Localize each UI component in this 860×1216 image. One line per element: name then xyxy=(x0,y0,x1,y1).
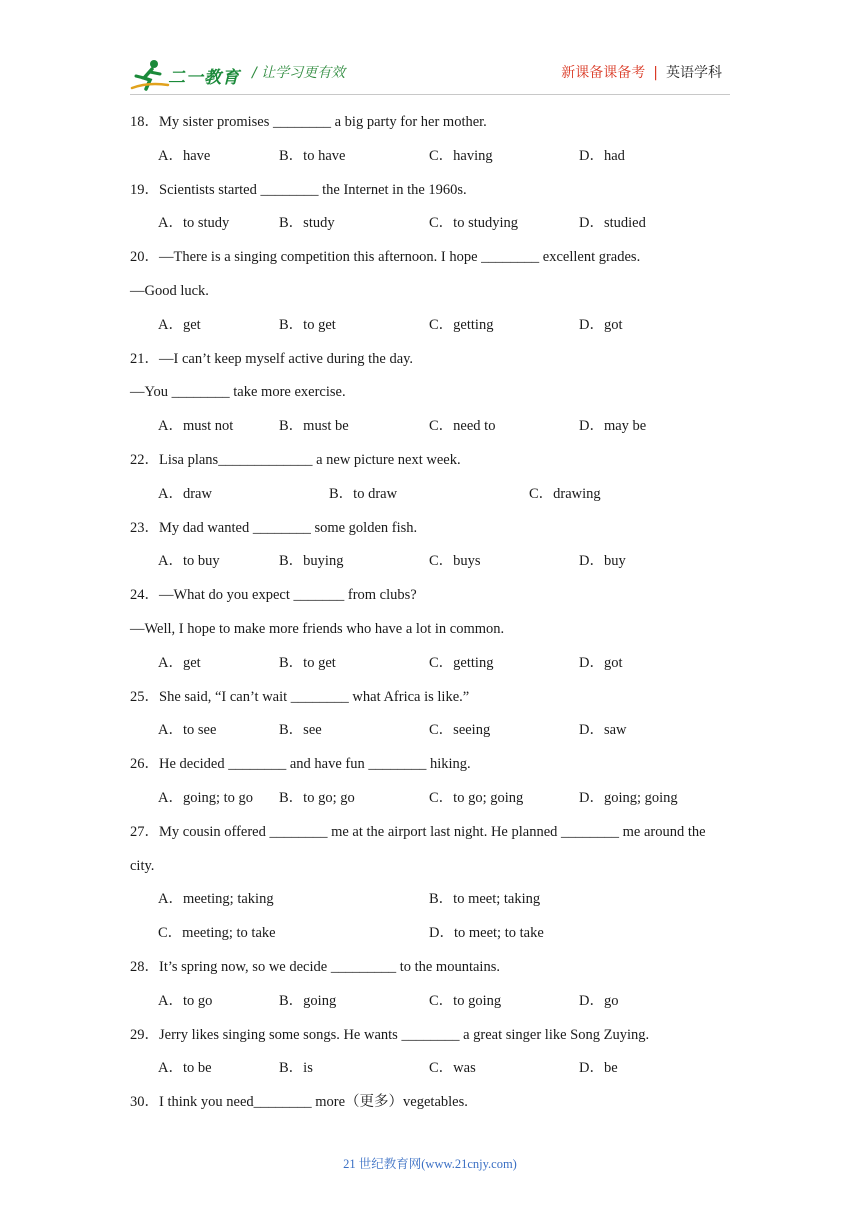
question-stem-continued: city. xyxy=(130,857,155,874)
answer-option: C．having xyxy=(429,147,493,164)
answer-options-row xyxy=(130,481,735,515)
question-item xyxy=(130,1022,735,1090)
answer-option: A．draw xyxy=(158,485,212,502)
answer-option: A．to study xyxy=(158,215,230,232)
answer-option: C．drawing xyxy=(529,485,601,502)
logo-text: 二一教育 xyxy=(168,68,240,88)
answer-option: C．to studying xyxy=(429,215,519,232)
page-header xyxy=(130,54,730,94)
header-subject-label: 英语学科 xyxy=(666,65,722,81)
slogan: / 让学习更有效 xyxy=(252,65,346,81)
answer-option: A．have xyxy=(158,147,211,164)
question-item xyxy=(130,954,735,1022)
answer-option: C．seeing xyxy=(429,722,491,739)
answer-option: B．to have xyxy=(279,147,346,164)
answer-option: D．studied xyxy=(579,215,646,232)
answer-option: C．getting xyxy=(429,316,494,333)
answer-option: D．got xyxy=(579,654,623,671)
answer-option: A．get xyxy=(158,316,201,333)
runner-logo-icon xyxy=(130,58,170,92)
answer-options-row xyxy=(130,886,735,920)
answer-option: B．to draw xyxy=(329,485,398,502)
answer-options-row xyxy=(130,650,735,684)
question-item xyxy=(130,582,735,683)
answer-option: B．to get xyxy=(279,654,336,671)
answer-option: D．had xyxy=(579,147,625,164)
header-divider xyxy=(130,94,730,95)
answer-option: D．go xyxy=(579,992,619,1009)
question-item xyxy=(130,819,735,954)
answer-option: C．need to xyxy=(429,418,496,435)
answer-option: A．to be xyxy=(158,1060,212,1077)
question-stem: 18．My sister promises ________ a big party for her mother. xyxy=(130,114,487,130)
question-item xyxy=(130,751,735,819)
question-item xyxy=(130,109,735,177)
answer-options-row xyxy=(130,312,735,346)
answer-option: C．getting xyxy=(429,654,494,671)
answer-option: A．going; to go xyxy=(158,789,254,806)
answer-option: B．see xyxy=(279,722,322,739)
header-separator: | xyxy=(653,65,658,81)
answer-option: D．buy xyxy=(579,553,626,570)
question-item xyxy=(130,1089,735,1123)
answer-options-row xyxy=(130,143,735,177)
answer-options-row xyxy=(130,717,735,751)
question-stem: 30．I think you need________ more（更多）vegetables. xyxy=(130,1094,468,1111)
answer-option: B．going xyxy=(279,992,337,1009)
question-stem: 19．Scientists started ________ the Internet in the 1960s. xyxy=(130,181,467,198)
question-stem: 29．Jerry likes singing some songs. He wants ________ a great singer like Song Zuying. xyxy=(130,1026,650,1043)
question-stem: 21．—I can’t keep myself active during the day. xyxy=(130,350,414,367)
answer-option: A．to go xyxy=(158,992,213,1009)
question-stem-continued: —You ________ take more exercise. xyxy=(130,384,346,401)
question-stem: 26．He decided ________ and have fun ________ hiking. xyxy=(130,756,471,773)
question-stem: 25．She said, “I can’t wait ________ what Africa is like.” xyxy=(130,688,470,705)
answer-option: A．meeting; taking xyxy=(158,891,274,908)
page-footer: 21 世纪教育网(www.21cnjy.com) xyxy=(343,1157,517,1171)
question-stem-continued: —Well, I hope to make more friends who have a lot in common. xyxy=(130,620,505,637)
question-stem: 28．It’s spring now, so we decide _________ to the mountains. xyxy=(130,958,500,975)
question-item xyxy=(130,177,735,245)
answer-option: B．is xyxy=(279,1060,313,1077)
answer-options-row xyxy=(130,210,735,244)
header-subject xyxy=(561,62,722,82)
question-stem: 23．My dad wanted ________ some golden fish. xyxy=(130,519,418,536)
answer-option: C．to going xyxy=(429,992,502,1009)
answer-options-row xyxy=(130,1055,735,1089)
answer-option: C．to go; going xyxy=(429,789,524,806)
question-stem: 27．My cousin offered ________ me at the airport last night. He planned ________ me around the xyxy=(130,823,706,840)
answer-option: B．must be xyxy=(279,418,349,435)
answer-option: B．buying xyxy=(279,553,344,570)
answer-option: A．must not xyxy=(158,418,234,435)
question-item xyxy=(130,346,735,447)
answer-option: D．saw xyxy=(579,722,627,739)
answer-option: C．was xyxy=(429,1060,476,1077)
answer-option: A．to buy xyxy=(158,553,220,570)
question-stem-continued: —Good luck. xyxy=(130,282,209,299)
answer-options-row xyxy=(130,413,735,447)
answer-option: A．get xyxy=(158,654,201,671)
answer-option: D．to meet; to take xyxy=(429,925,544,942)
answer-option: D．going; going xyxy=(579,789,678,806)
answer-option: D．be xyxy=(579,1060,618,1077)
question-item xyxy=(130,244,735,345)
header-tagline: 新课备课备考 xyxy=(561,65,646,81)
answer-option: B．to get xyxy=(279,316,336,333)
question-stem: 22．Lisa plans_____________ a new picture next week. xyxy=(130,451,461,468)
answer-option: B．study xyxy=(279,215,335,232)
answer-option: C．meeting; to take xyxy=(158,925,276,942)
question-stem: 20．—There is a singing competition this afternoon. I hope ________ excellent grades. xyxy=(130,249,641,266)
answer-options-row xyxy=(130,988,735,1022)
answer-options-row xyxy=(130,548,735,582)
answer-option: C．buys xyxy=(429,553,481,570)
answer-options-row xyxy=(130,920,735,954)
answer-option: A．to see xyxy=(158,722,217,739)
question-item xyxy=(130,447,735,515)
answer-option: B．to meet; taking xyxy=(429,891,541,908)
question-stem: 24．—What do you expect _______ from clubs? xyxy=(130,587,417,604)
question-list xyxy=(130,109,735,1123)
question-item xyxy=(130,684,735,752)
answer-option: B．to go; go xyxy=(279,789,355,806)
answer-options-row xyxy=(130,785,735,819)
answer-option: D．got xyxy=(579,316,623,333)
answer-option: D．may be xyxy=(579,418,647,435)
logo xyxy=(130,58,250,92)
question-item xyxy=(130,515,735,583)
